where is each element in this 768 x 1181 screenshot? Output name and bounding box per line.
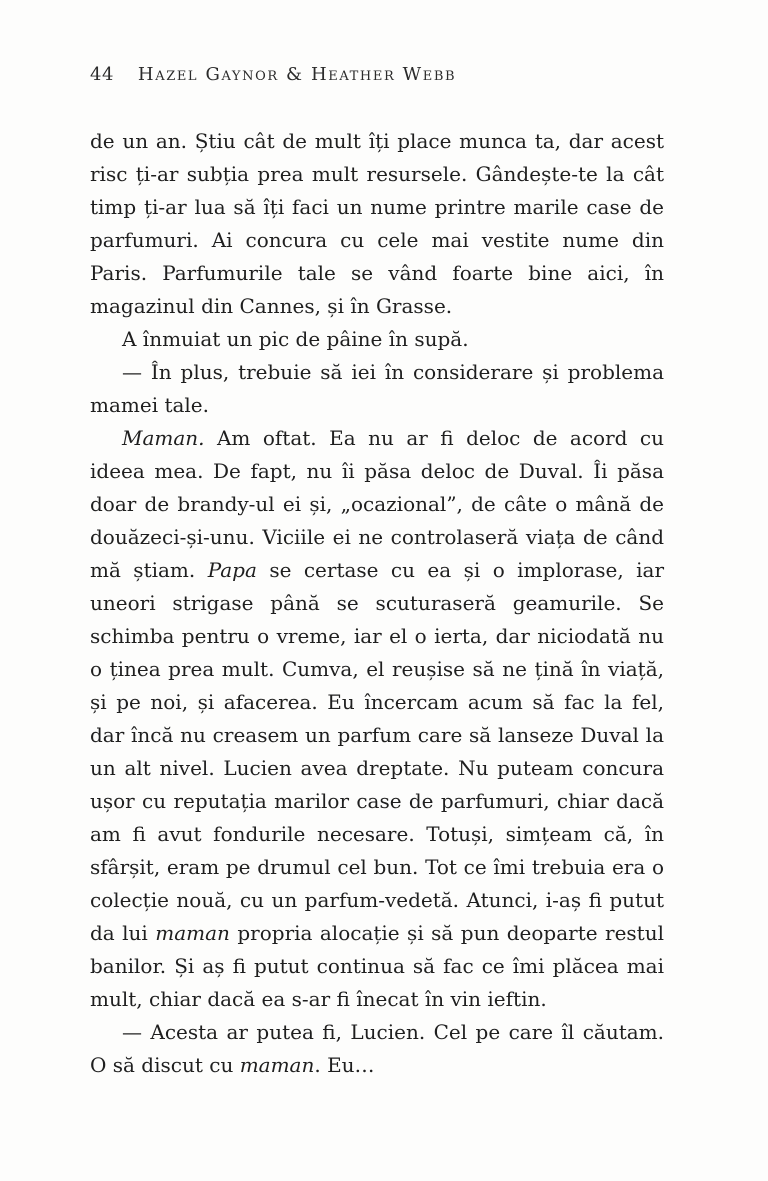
text-segment: — Acesta ar putea fi, Lucien. Cel pe care îl căutam. O să discut cu (90, 1020, 664, 1077)
italic-text-segment: Papa (207, 558, 257, 582)
page-number: 44 (90, 64, 114, 85)
text-segment: — În plus, trebuie să iei în considerare și problema mamei tale. (90, 360, 664, 417)
text-segment: A înmuiat un pic de pâine în supă. (122, 327, 469, 351)
text-segment: se certase cu ea și o implorase, iar uneori strigase până se scuturaseră geamurile. Se schimba pentru o vreme, iar el o ierta, dar niciodată nu o ținea prea mult. Cumva, el reușise să ne țină în viață, și pe noi, și afacerea. Eu încercam acum să fac la fel, dar încă nu creasem un parfum care să lanseze Duval la un alt nivel. Lucien avea dreptate. Nu puteam concura ușor cu reputația marilor case de parfumuri, chiar dacă am fi avut fondurile necesare. Totuși, simțeam că, în sfârșit, eram pe drumul cel bun. Tot ce îmi trebuia era o colecție nouă, cu un parfum-vedetă. Atunci, i-aș fi putut da lui (90, 558, 665, 945)
paragraph (90, 125, 664, 323)
text-segment: . Eu… (314, 1053, 375, 1077)
italic-text-segment: maman (239, 1053, 315, 1077)
text-segment: de un an. Știu cât de mult îți place munca ta, dar acest risc ți-ar subția prea mult resursele. Gândește-te la cât timp ți-ar lua să îți faci un nume printre marile case de parfumuri. Ai concura cu cele mai vestite nume din Paris. Parfumurile tale se vând foarte bine aici, în magazinul din Cannes, și în Grasse. (90, 129, 664, 318)
italic-text-segment: Maman. (122, 426, 205, 450)
paragraph (90, 1016, 664, 1082)
paragraph (90, 422, 664, 1016)
page-header (90, 64, 664, 85)
italic-text-segment: maman (155, 921, 230, 945)
paragraph (90, 356, 664, 422)
body-text (90, 125, 664, 1082)
running-header-title: Hazel Gaynor & Heather Webb (137, 64, 457, 85)
text-segment: Am oftat. Ea nu ar fi deloc de acord cu ideea mea. De fapt, nu îi păsa deloc de Duval. Îi păsa doar de brandy-ul ei și, „ocazional”, de câte o mână de douăzeci-și-unu. Viciile ei ne controlaseră viața de când mă știam. (90, 426, 664, 582)
paragraph (90, 323, 664, 356)
text-segment: propria alocație și să pun deoparte restul banilor. Și aș fi putut continua să fac ce îmi plăcea mai mult, chiar dacă ea s-ar fi înecat în vin ieftin. (90, 921, 664, 1011)
